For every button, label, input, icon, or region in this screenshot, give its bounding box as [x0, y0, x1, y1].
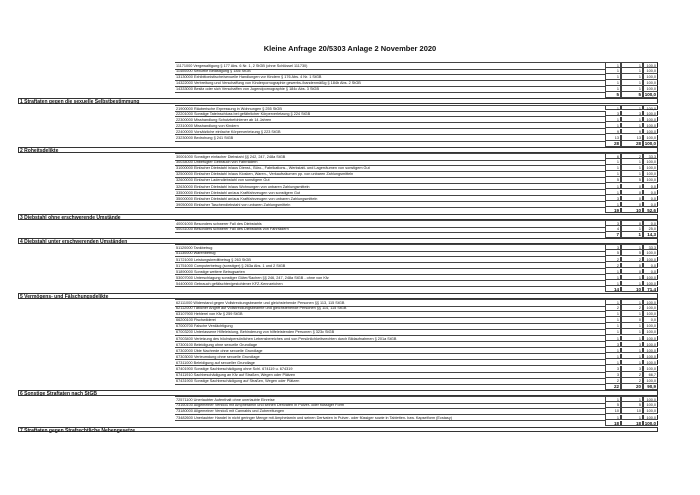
offense-code: 63107900 Hehlerei von Kfz § 259 StGB — [175, 311, 606, 318]
rate-cell: 100,0 — [643, 250, 658, 256]
solved-cell: 3 — [621, 366, 643, 372]
section-label: 2 Roheitsdelikte — [18, 147, 658, 153]
count-cell: 18 — [605, 421, 621, 427]
count-cell: 3 — [605, 372, 621, 378]
rate-cell: 100,0 — [643, 408, 658, 414]
offense-code: 54400000 Gebrauch gefälschter/gestohlener KFZ-Kennzeichen — [175, 281, 606, 288]
count-cell: 1 — [605, 68, 621, 74]
count-cell: 1 — [605, 299, 621, 305]
offense-code: 53007000 Unterschlagung sonstiger Güter/Sachen §§ 246, 247, 248a StGB - ohne von Kfz — [175, 275, 606, 282]
count-cell: 10 — [605, 408, 621, 414]
offense-code: 23230000 Bedrohung § 241 StGB — [175, 135, 606, 142]
rate-cell: 100,0 — [643, 366, 658, 372]
solved-cell: 5 — [621, 92, 643, 98]
solved-cell: 0 — [621, 184, 643, 190]
rate-cell: 100,0 — [643, 329, 658, 335]
rate-cell: 100,0 — [643, 117, 658, 123]
rate-cell: 100,0 — [643, 68, 658, 74]
count-cell: 1 — [605, 317, 621, 323]
rate-cell: 100,0 — [643, 111, 658, 117]
solved-cell: 1 — [621, 86, 643, 92]
rate-cell: 100,0 — [643, 378, 658, 384]
solved-cell: 1 — [621, 415, 643, 421]
count-cell: 3 — [605, 244, 621, 250]
rate-cell: 0,0 — [643, 263, 658, 269]
rate-cell: 71,4 — [643, 287, 658, 293]
count-cell: 1 — [605, 202, 621, 208]
offense-code: 51130000 Warenbetrug — [175, 250, 606, 257]
count-cell: 1 — [605, 348, 621, 354]
solved-cell: 1 — [621, 275, 643, 281]
solved-cell: 9 — [621, 129, 643, 135]
solved-cell: 5 — [621, 177, 643, 183]
count-cell: 3 — [605, 111, 621, 117]
rate-cell: 100,0 — [643, 105, 658, 111]
count-cell: 6 — [605, 153, 621, 159]
offense-code: 14322000 Verbreitung und Verschaffung von Kinderpornographie gewerbs-/bandenmäßig § 184b Abs. 2 StGB — [175, 80, 606, 87]
solved-cell: 2 — [621, 153, 643, 159]
solved-cell: 1 — [621, 348, 643, 354]
offense-code: 32600000 Einfacher Ladendiebstahl von sonstigem Gut — [175, 177, 606, 184]
count-cell: 1 — [605, 415, 621, 421]
offense-code: 72571100 Unerlaubter Aufenthalt ohne unerlaubte Einreise — [175, 396, 606, 404]
count-cell: 1 — [605, 336, 621, 342]
offense-code: 40001000 Besonders schwerer Fall des Diebstahls — [175, 220, 606, 228]
solved-cell: 0 — [621, 263, 643, 269]
page-title: Kleine Anfrage 20/5303 Anlage 2 November 2020 — [263, 44, 437, 53]
solved-cell: 1 — [621, 105, 643, 111]
rate-cell: 100,0 — [643, 74, 658, 80]
rate-cell: 0,0 — [643, 190, 658, 196]
offense-code: 67303000 Verleumdung ohne sexuelle Grundlage — [175, 354, 606, 361]
count-cell: 1 — [605, 269, 621, 275]
count-cell: 3 — [605, 220, 621, 226]
solved-cell: 18 — [621, 421, 643, 427]
solved-cell: 10 — [621, 287, 643, 293]
rate-cell: 100,0 — [643, 360, 658, 366]
section-label: 5 Vermögens- und Fälschungsdelikte — [18, 293, 658, 299]
rate-cell: 100,0 — [644, 420, 656, 426]
count-cell: 3 — [605, 342, 621, 348]
offense-code: 67431900 Sonstige Sachbeschädigung auf Straßen, Wegen oder Plätzen — [175, 378, 606, 385]
rate-cell: 100,0 — [643, 123, 658, 129]
solved-cell: 10 — [621, 408, 643, 414]
count-cell: 22 — [605, 384, 621, 390]
count-cell: 1 — [605, 329, 621, 335]
offense-code: 73160100 Allgemeiner Verstoß mit Amphetamin und seinen Derivaten in Pulver- oder flüssiger Form — [175, 402, 606, 409]
rate-cell: 100,0 — [644, 92, 656, 98]
offense-code: 40031000 Besonders schwerer Fall des Diebstahls von Fahrrädern — [175, 226, 606, 233]
solved-cell: 1 — [621, 329, 643, 335]
rate-cell: 100,0 — [643, 86, 658, 92]
offense-code: 22201000 Sonstige Tateinschluss bei gefährlicher Körperverletzung § 224 StGB — [175, 111, 606, 118]
rate-cell: 100,0 — [643, 336, 658, 342]
offense-code: 67003200 Unterlassene Hilfeleistung, Behinderung von hilfeleistenden Personen § 323c StGB — [175, 329, 606, 336]
count-cell: 1 — [605, 123, 621, 129]
count-cell: 19 — [605, 208, 621, 214]
section-row — [18, 427, 658, 433]
solved-cell: 0 — [621, 196, 643, 202]
solved-cell: 1 — [621, 226, 643, 232]
count-cell: 5 — [605, 250, 621, 256]
count-cell: 1 — [605, 360, 621, 366]
rate-cell: 100,0 — [643, 129, 658, 135]
offense-code: 35000000 Einfacher Diebstahl an/aus Kraftfahrzeugen von unbaren Zahlungsmitteln — [175, 196, 606, 203]
count-cell: 1 — [605, 311, 621, 317]
solved-cell: 0 — [621, 202, 643, 208]
offense-code: 32500000 Einfacher Diebstahl in/aus Kiosken, Waren-, Verkaufsräumen pp. von unbaren Zahlungsmitteln — [175, 171, 606, 178]
solved-cell: 0 — [621, 220, 643, 226]
solved-cell: 5 — [621, 402, 643, 408]
rate-cell: 66,7 — [643, 372, 658, 378]
rate-cell: 100,0 — [643, 62, 658, 68]
solved-cell: 2 — [621, 257, 643, 263]
rate-cell: 14,3 — [643, 232, 658, 238]
solved-cell: 3 — [621, 342, 643, 348]
rate-cell: 0,0 — [643, 184, 658, 190]
offense-code: 22400000 Vorsätzliche einfache Körperverletzung § 223 StGB — [175, 129, 606, 136]
solved-cell: 20 — [621, 384, 643, 390]
count-cell: 2 — [605, 378, 621, 384]
offense-code: 51751000 Computerbetrug (sonstiger) § 263a Abs. 1 und 2 StGB — [175, 263, 606, 270]
solved-cell: 1 — [621, 299, 643, 305]
rate-cell: 100,0 — [643, 342, 658, 348]
rate-cell: 33,3 — [643, 244, 658, 250]
rate-cell: 100,0 — [643, 281, 658, 287]
solved-cell: 1 — [621, 354, 643, 360]
solved-cell: 1 — [621, 80, 643, 86]
count-cell: 1 — [605, 281, 621, 287]
count-cell: 1 — [605, 86, 621, 92]
offense-code: 32630000 Einfacher Diebstahl in/aus Wohnungen von unbaren Zahlungsmitteln — [175, 184, 606, 191]
solved-cell: 1 — [621, 336, 643, 342]
rate-cell: 90,9 — [643, 384, 658, 390]
count-cell: 3 — [605, 366, 621, 372]
solved-cell: 2 — [621, 305, 643, 311]
rate-cell: 100,0 — [643, 299, 658, 305]
rate-cell: 0,0 — [643, 202, 658, 208]
solved-cell: 1 — [621, 68, 643, 74]
offense-code: 67401900 Sonstige Sachbeschädigung ohne Schl. 674119 u. 674319 — [175, 366, 606, 373]
count-cell: 1 — [605, 80, 621, 86]
section-label: 6 Sonstige Straftaten nach StGB — [18, 390, 658, 396]
offense-code: 22310000 Misshandlung von Kindern — [175, 123, 606, 130]
rate-cell: 100,0 — [643, 171, 658, 177]
rate-cell: 0,0 — [643, 196, 658, 202]
rate-cell: 25,0 — [643, 226, 658, 232]
offense-code: 14333000 Besitz oder sich Verschaffen von Jugendpornographie § 184c Abs. 3 StGB — [175, 86, 606, 93]
rate-cell: 100,0 — [643, 402, 658, 408]
solved-cell: 28 — [621, 141, 643, 147]
count-cell: 5 — [605, 92, 621, 98]
count-cell: 1 — [605, 62, 621, 68]
count-cell: 1 — [605, 396, 621, 402]
section-label: 7 Straftaten gegen Strafrechtliche Nebengesetze — [18, 427, 658, 433]
solved-cell: 1 — [621, 311, 643, 317]
offense-code: 62111000 Widerstand gegen Vollstreckungsbeamte und gleichstehende Personen §§ 113, 115 StGB — [175, 299, 606, 307]
offense-code: 30001000 Sonstiger einfacher Diebstahl §§ 242, 247, 248a StGB — [175, 153, 606, 161]
count-cell: 5 — [605, 177, 621, 183]
count-cell: 2 — [605, 263, 621, 269]
offense-code: 11171000 Vergewaltigung § 177 Abs. 6 Nr. 1, 2 StGB (ohne Schlüssel 111730) — [175, 62, 606, 70]
rate-cell: 33,3 — [643, 153, 658, 159]
solved-cell: 1 — [621, 323, 643, 329]
solved-cell: 1 — [621, 171, 643, 177]
offense-code: 13130000 Exhibitionistische/sexuelle Handlungen vor Kindern § 176 Abs. 4 Nr. 1 StGB — [175, 74, 606, 81]
solved-cell: 1 — [621, 74, 643, 80]
offense-code: 67311000 Beleidigung auf sexueller Grundlage — [175, 360, 606, 367]
offense-code: 11400000 Sexuelle Belästigung § 184i StGB — [175, 68, 606, 75]
count-cell: 1 — [605, 275, 621, 281]
offense-code: 67300100 Beleidigung ohne sexuelle Grundlage — [175, 342, 606, 349]
count-cell: 1 — [605, 105, 621, 111]
rate-cell: 100,0 — [643, 80, 658, 86]
rate-cell: 100,0 — [643, 305, 658, 311]
statistics-table — [18, 62, 658, 433]
solved-cell: 0 — [621, 190, 643, 196]
rate-cell: 100,0 — [643, 257, 658, 263]
solved-cell: 3 — [621, 111, 643, 117]
rate-cell: 52,6 — [643, 208, 658, 214]
solved-cell: 1 — [621, 396, 643, 402]
count-cell: 2 — [605, 305, 621, 311]
count-cell: 1 — [605, 190, 621, 196]
rate-cell: 100,0 — [643, 354, 658, 360]
offense-code: 67003400 Verletzung des höchstpersönlichen Lebensbereiches und von Persönlichkeitsrechten durch Bildaufnahmen § 201a StGB — [175, 336, 606, 343]
rate-cell: 100,0 — [643, 348, 658, 354]
offense-code: 39050000 Einfacher Taschendiebstahl von unbaren Zahlungsmitteln — [175, 202, 606, 209]
rate-cell: 100,0 — [643, 177, 658, 183]
rate-cell: 100,0 — [644, 141, 656, 147]
solved-cell: 1 — [621, 281, 643, 287]
section-label: 4 Diebstahl unter erschwerenden Umständen — [18, 238, 658, 244]
offense-code: 30034000 Unbefugter Gebrauch von Fahrrädern — [175, 159, 606, 166]
solved-cell: 1 — [621, 360, 643, 366]
offense-code: 51120000 Tankbetrug — [175, 244, 606, 252]
rate-cell: 100,0 — [643, 323, 658, 329]
offense-code: 67302000 Üble Nachrede ohne sexuelle Grundlage — [175, 348, 606, 355]
solved-cell: 1 — [621, 165, 643, 171]
solved-cell: 1 — [621, 232, 643, 238]
count-cell: 1 — [605, 323, 621, 329]
section-label: 1 Straftaten gegen die sexuelle Selbstbestimmung — [18, 98, 658, 104]
offense-code: 22300000 Misshandlung Schutzbefohlener ab 14 Jahren — [175, 117, 606, 124]
offense-code: 31000000 Einfacher Diebstahl in/aus Dienst-, Büro-, Fabrikations-, Werkstatt- und Lagerräumen von sonstigem Gut — [175, 165, 606, 172]
count-cell: 9 — [605, 129, 621, 135]
offense-code: 73482600 Unerlaubter Handel in nicht geringer Menge mit Amphetamin und seinen Derivaten in Pulver- oder flüssiger sowie in Tabletten- bzw. Kapselform (Ecstasy) — [175, 415, 606, 422]
count-cell: 1 — [605, 159, 621, 165]
rate-cell: 0,0 — [643, 317, 658, 323]
offense-code: 62112000 Tätlicher Angriff auf Vollstreckungsbeamte und gleichstehende Personen §§ 114, 115 StGB — [175, 305, 606, 312]
count-cell: 1 — [605, 184, 621, 190]
solved-cell: 10 — [621, 208, 643, 214]
offense-code: 51890000 Sonstige weitere Betrugsarten — [175, 269, 606, 276]
solved-cell: 0 — [621, 317, 643, 323]
offense-code: 66200100 Fischwilderei — [175, 317, 606, 324]
rate-cell: 100,0 — [643, 396, 658, 402]
solved-cell: 5 — [621, 250, 643, 256]
count-cell: 1 — [605, 165, 621, 171]
solved-cell: 1 — [621, 244, 643, 250]
rate-cell: 100,0 — [643, 159, 658, 165]
offense-code: 67411910 Sachbeschädigung an Kfz auf Straßen, Wegen oder Plätzen — [175, 372, 606, 379]
offense-code: 67000700 Falsche Verdächtigung — [175, 323, 606, 330]
count-cell: 3 — [605, 196, 621, 202]
solved-cell: 2 — [621, 372, 643, 378]
rate-cell: 0,0 — [643, 269, 658, 275]
offense-code: 73180000 Allgemeiner Verstoß mit Cannabis und Zubereitungen — [175, 408, 606, 415]
offense-code: 33500000 Einfacher Diebstahl an/aus Kraftfahrzeugen von sonstigem Gut — [175, 190, 606, 197]
solved-cell: 13 — [621, 135, 643, 141]
solved-cell: 1 — [621, 62, 643, 68]
solved-cell: 2 — [621, 378, 643, 384]
count-cell: 13 — [605, 135, 621, 141]
section-label: 3 Diebstahl ohne erschwerende Umstände — [18, 214, 658, 220]
solved-cell: 0 — [621, 269, 643, 275]
rate-cell: 100,0 — [643, 311, 658, 317]
rate-cell: 0,0 — [643, 220, 658, 226]
solved-cell: 1 — [621, 117, 643, 123]
count-cell: 4 — [605, 226, 621, 232]
count-cell: 7 — [605, 232, 621, 238]
count-cell: 14 — [605, 287, 621, 293]
count-cell: 1 — [605, 354, 621, 360]
count-cell: 1 — [605, 117, 621, 123]
count-cell: 5 — [605, 402, 621, 408]
solved-cell: 1 — [621, 159, 643, 165]
count-cell: 28 — [605, 141, 621, 147]
count-cell: 1 — [605, 74, 621, 80]
offense-code: 21900000 Räuberische Erpressung in Wohnungen § 255 StGB — [175, 105, 606, 113]
count-cell: 1 — [605, 171, 621, 177]
rate-cell: 100,0 — [643, 275, 658, 281]
offense-code: 51721000 Leistungskreditbetrug § 263 StGB — [175, 257, 606, 264]
rate-cell: 100,0 — [643, 135, 658, 141]
solved-cell: 1 — [621, 123, 643, 129]
count-cell: 2 — [605, 257, 621, 263]
rate-cell: 100,0 — [643, 165, 658, 171]
rate-cell: 100,0 — [643, 415, 658, 421]
